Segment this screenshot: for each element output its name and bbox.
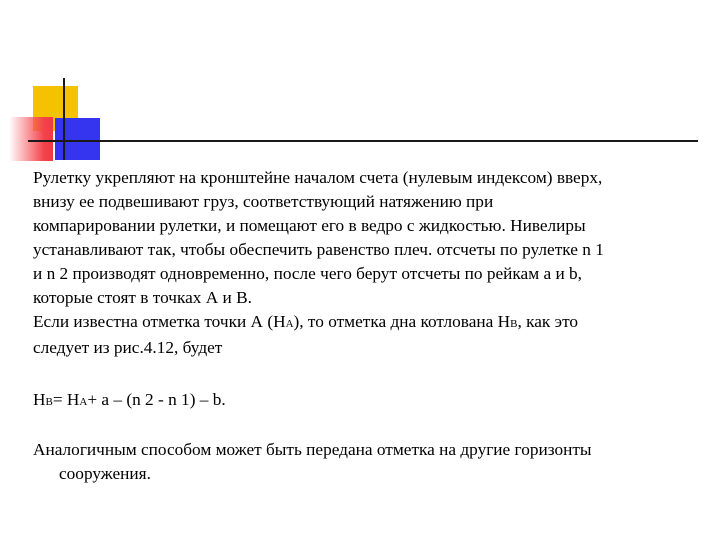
spacer xyxy=(33,414,697,438)
text-line xyxy=(33,310,697,336)
text-line: Аналогичным способом может быть передана отметка на другие горизонты xyxy=(33,440,592,459)
formula-expression: + a – (n 2 - n 1) – b. xyxy=(87,390,226,409)
spacer xyxy=(33,360,697,388)
paragraph-procedure xyxy=(33,166,697,310)
formula xyxy=(33,388,697,414)
text-line: и n 2 производят одновременно, после чего берут отсчеты по рейкам a и b, xyxy=(33,264,583,283)
subscript: В xyxy=(45,396,53,408)
text-line: Рулетку укрепляют на кронштейне началом счета (нулевым индексом) вверх, xyxy=(33,168,603,187)
decor-blue-square xyxy=(55,118,100,160)
paragraph-elevation xyxy=(33,310,697,360)
text-line: следует из рис.4.12, будет xyxy=(33,338,223,357)
formula-symbol: Н xyxy=(33,390,46,409)
subscript: А xyxy=(285,318,294,330)
text-line: внизу ее подвешивают груз, соответствующий натяжению при xyxy=(33,192,494,211)
text-segment: ), то отметка дна котлована Н xyxy=(293,312,511,331)
decor-vertical-rule xyxy=(63,78,65,160)
subscript: А xyxy=(79,396,88,408)
formula-symbol: = Н xyxy=(52,390,80,409)
subscript: В xyxy=(510,318,518,330)
text-line: сооружения. xyxy=(59,464,151,483)
text-segment: , как это xyxy=(517,312,579,331)
text-line: компарировании рулетки, и помещают его в ведро с жидкостью. Нивелиры xyxy=(33,216,586,235)
formula-line xyxy=(33,388,697,414)
text-line: которые стоят в точках А и В. xyxy=(33,288,252,307)
text-line: устанавливают так, чтобы обеспечить равенство плеч. отсчеты по рулетке n 1 xyxy=(33,240,604,259)
paragraph-conclusion xyxy=(33,438,697,486)
decor-red-square xyxy=(9,117,53,161)
slide-body xyxy=(33,166,697,486)
text-segment: Если известна отметка точки А (Н xyxy=(33,312,286,331)
decor-horizontal-rule xyxy=(28,140,698,142)
